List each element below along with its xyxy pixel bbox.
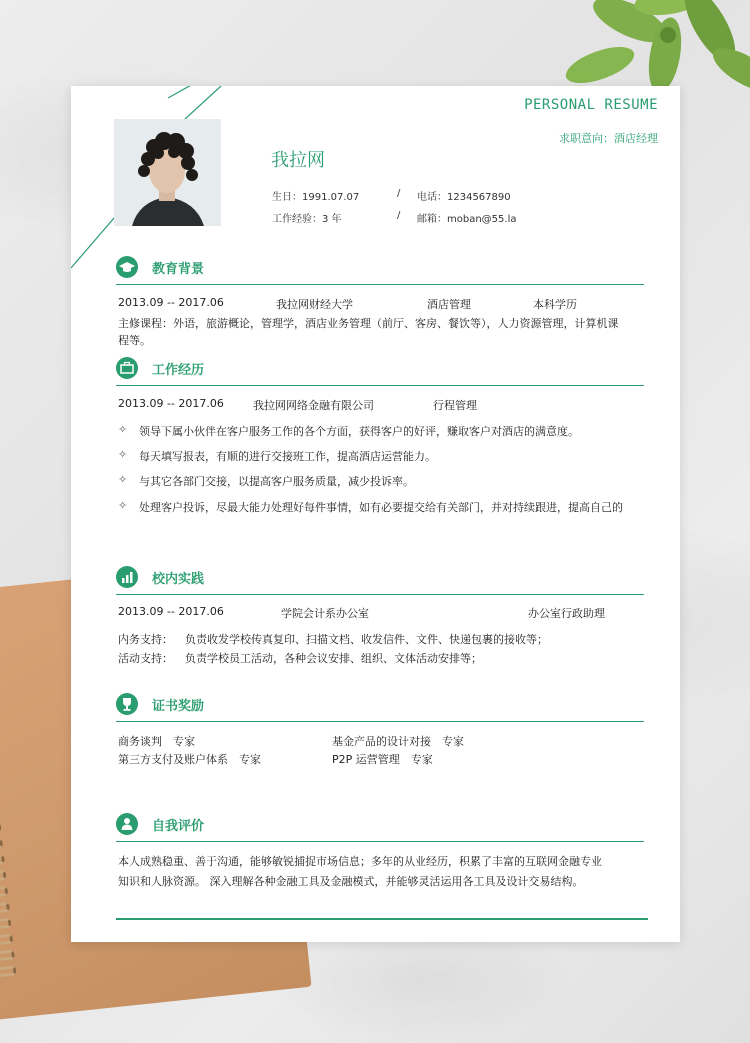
bar-chart-icon [116,566,138,588]
education-period: 2013.09 -- 2017.06 [118,296,224,309]
section-title: 工作经历 [152,363,205,378]
section-work [116,357,644,381]
section-title: 教育背景 [152,262,205,277]
practice-label: 内务支持： [118,633,173,646]
education-school: 我拉网财经大学 [276,298,353,311]
practice-period: 2013.09 -- 2017.06 [118,605,224,618]
phone-number: 电话：1234567890 [417,192,511,203]
info-separator: / [397,210,401,221]
work-company: 我拉网网络金融有限公司 [253,399,374,412]
work-experience-years: 工作经验：3 年 [272,214,342,225]
work-duty-item: 处理客户投诉，尽最大能力处理好每件事情，如有必要提交给有关部门，并对持续跟进，提高自己的 [139,501,623,514]
profile-photo [114,119,221,226]
footer-divider [116,918,648,920]
section-divider [116,721,644,722]
section-divider [116,284,644,285]
briefcase-icon [116,357,138,379]
education-major: 酒店管理 [427,298,471,311]
section-divider [116,385,644,386]
certificate-item: 第三方支付及账户体系 专家 [118,753,261,766]
section-self-evaluation [116,813,644,837]
bullet-icon: ✧ [118,473,128,486]
section-title: 自我评价 [152,819,205,834]
practice-detail: 负责学校员工活动，各种会议安排、组织、文体活动安排等； [185,652,482,665]
section-certificates [116,693,644,717]
work-duty-item: 领导下属小伙伴在客户服务工作的各个方面，获得客户的好评，赚取客户对酒店的满意度。 [139,425,579,438]
self-evaluation-text: 本人成熟稳重、善于沟通，能够敏锐捕捉市场信息；多年的从业经历，积累了丰富的互联网金融专业 [118,855,602,868]
resume-paper [71,86,680,942]
certificate-item: 基金产品的设计对接 专家 [332,735,464,748]
work-period: 2013.09 -- 2017.06 [118,397,224,410]
bullet-icon: ✧ [118,448,128,461]
education-degree: 本科学历 [533,298,577,311]
section-practice [116,566,644,590]
section-divider [116,841,644,842]
section-title: 证书奖励 [152,699,205,714]
work-position: 行程管理 [433,399,477,412]
info-separator: / [397,188,401,199]
birth-date: 生日：1991.07.07 [272,192,360,203]
notebook-rings [0,599,24,1010]
trophy-icon [116,693,138,715]
section-title: 校内实践 [152,572,205,587]
self-evaluation-text-cont: 知识和人脉资源。 深入理解各种金融工具及金融模式，并能够灵活运用各工具及设计交易结构。 [118,875,584,888]
job-objective: 求职意向：酒店经理 [559,133,658,145]
certificate-item: 商务谈判 专家 [118,735,195,748]
person-icon [116,813,138,835]
graduation-cap-icon [116,256,138,278]
section-education [116,256,644,280]
practice-org: 学院会计系办公室 [281,607,369,620]
education-courses-cont: 程等。 [118,334,151,347]
section-divider [116,594,644,595]
practice-detail: 负责收发学校传真复印、扫描文档、收发信件、文件、快递包裹的接收等； [185,633,548,646]
practice-role: 办公室行政助理 [528,607,605,620]
candidate-name: 我拉网 [271,150,325,171]
work-duty-item: 每天填写报表，有顺的进行交接班工作，提高酒店运营能力。 [139,450,436,463]
email-address: 邮箱：moban@55.la [417,214,517,225]
bullet-icon: ✧ [118,499,128,512]
practice-label: 活动支持： [118,652,173,665]
work-duty-item: 与其它各部门交接，以提高客户服务质量，减少投诉率。 [139,475,414,488]
bullet-icon: ✧ [118,423,128,436]
certificate-item: P2P 运营管理 专家 [332,753,433,766]
resume-header-title: PERSONAL RESUME [524,97,658,113]
education-courses: 主修课程：外语，旅游概论，管理学，酒店业务管理（前厅、客房、餐饮等），人力资源管理，计算机课 [118,317,619,330]
